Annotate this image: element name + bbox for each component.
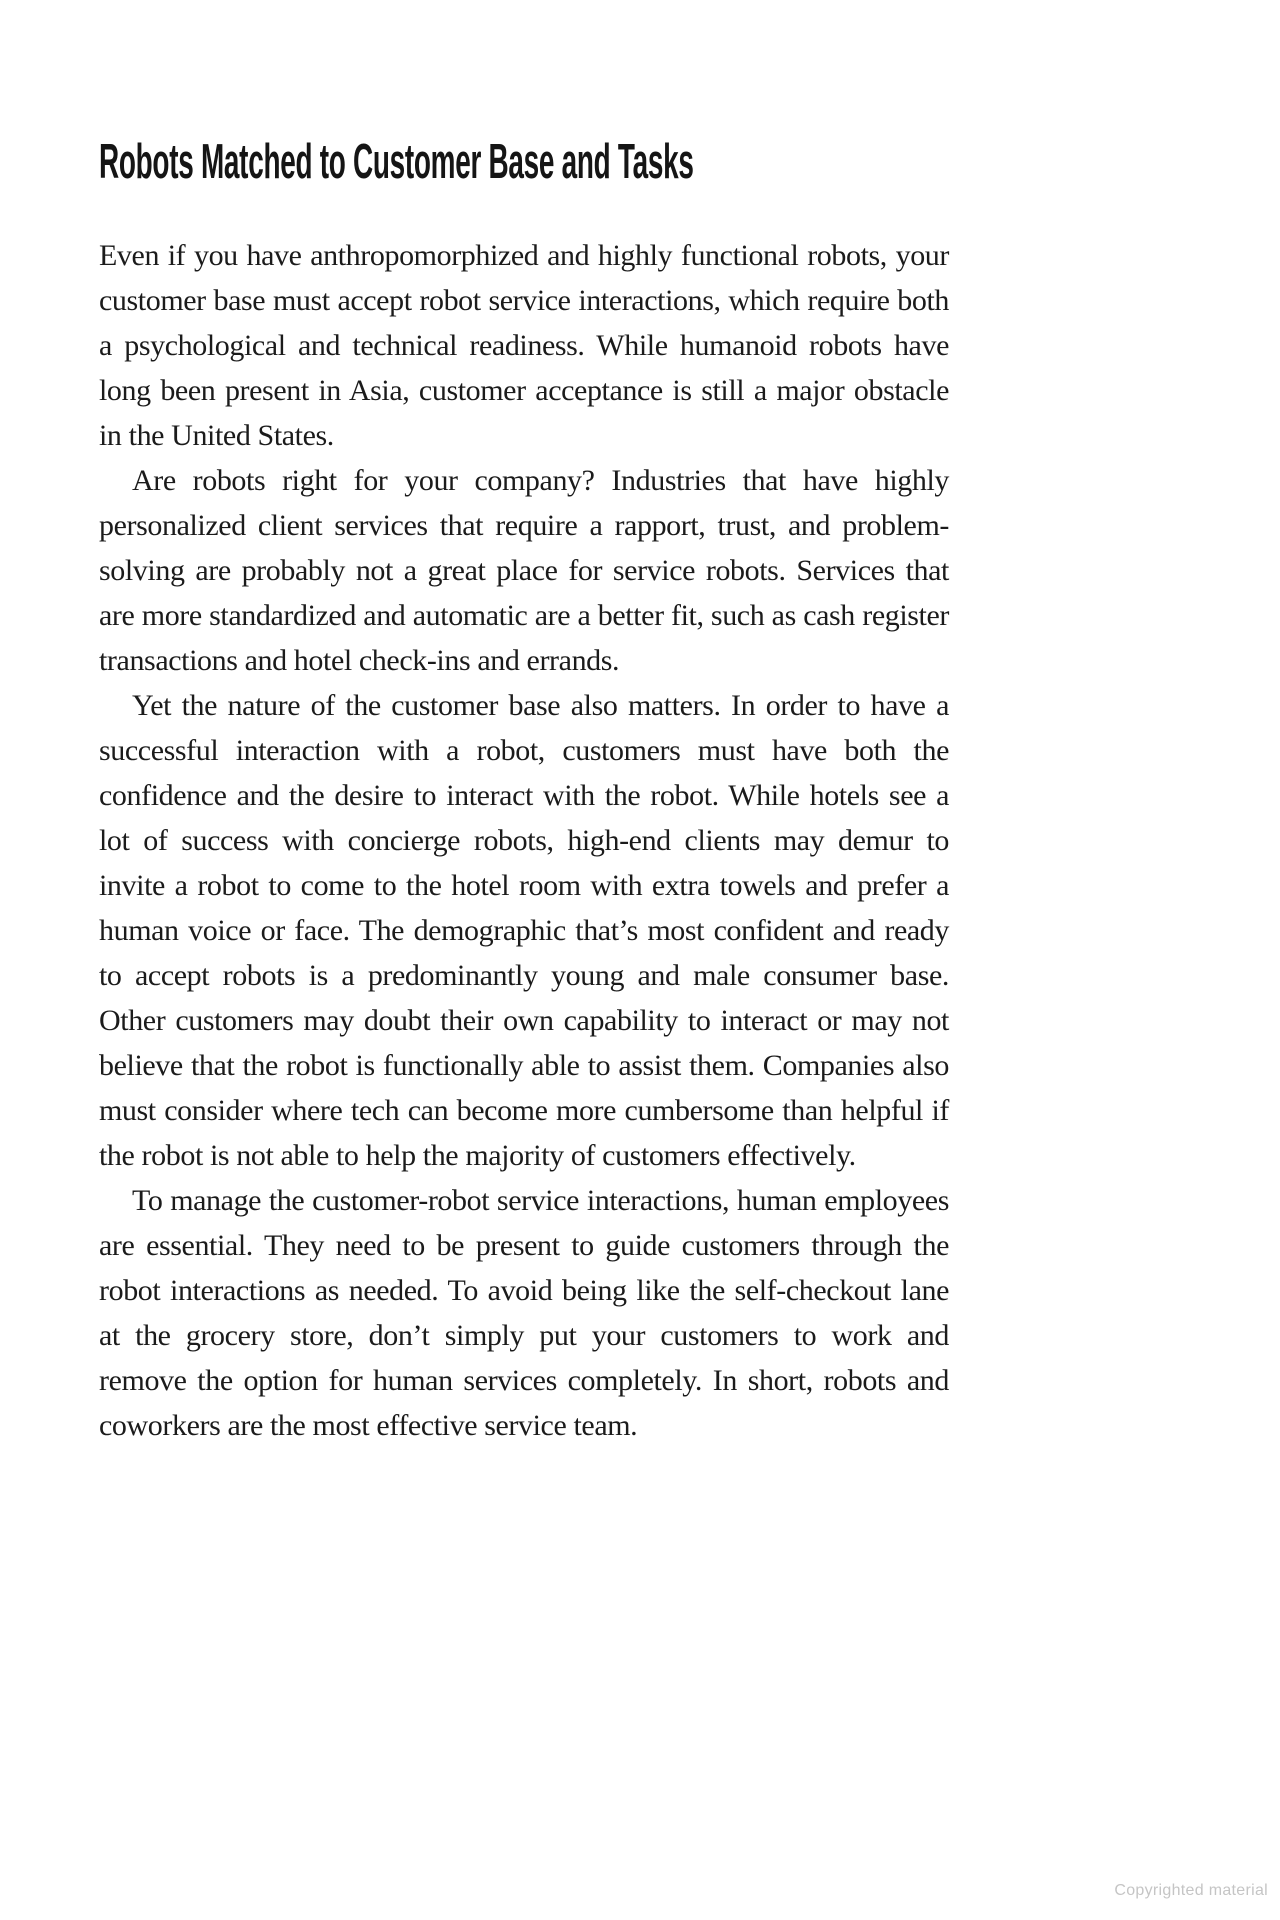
page-title <box>99 135 949 189</box>
body-text <box>99 233 949 1448</box>
page-title-text: Robots Matched to Customer Base and Tasks <box>99 135 694 189</box>
page-content <box>99 135 949 1448</box>
paragraph-1: Even if you have anthropomorphized and highly functional robots, your customer base must accept robot service interactions, which require both a psychological and technical readiness. While humanoid robots have long been present in Asia, customer acceptance is still a major obstacle in the United States. <box>99 239 949 452</box>
paragraph-3: Yet the nature of the customer base also matters. In order to have a successful interaction with a robot, customers must have both the confidence and the desire to interact with the robot. While hotels see a lot of success with concierge robots, high-end clients may demur to invite a robot to come to the hotel room with extra towels and prefer a human voice or face. The demographic that’s most confident and ready to accept robots is a predominantly young and male consumer base. Other customers may doubt their own capability to interact or may not believe that the robot is functionally able to assist them. Companies also must consider where tech can become more cumbersome than helpful if the robot is not able to help the majority of customers effectively. <box>99 689 949 1172</box>
copyright-watermark: Copyrighted material <box>1114 1882 1268 1899</box>
paragraph-2: Are robots right for your company? Industries that have highly personalized client services that require a rapport, trust, and problem-solving are probably not a great place for service robots. Services that are more standardized and automatic are a better fit, such as cash register transactions and hotel check-ins and errands. <box>99 464 949 677</box>
paragraph-4: To manage the customer-robot service interactions, human employees are essential. They need to be present to guide customers through the robot interactions as needed. To avoid being like the self-checkout lane at the grocery store, don’t simply put your customers to work and remove the option for human services completely. In short, robots and coworkers are the most effective service team. <box>99 1184 949 1442</box>
